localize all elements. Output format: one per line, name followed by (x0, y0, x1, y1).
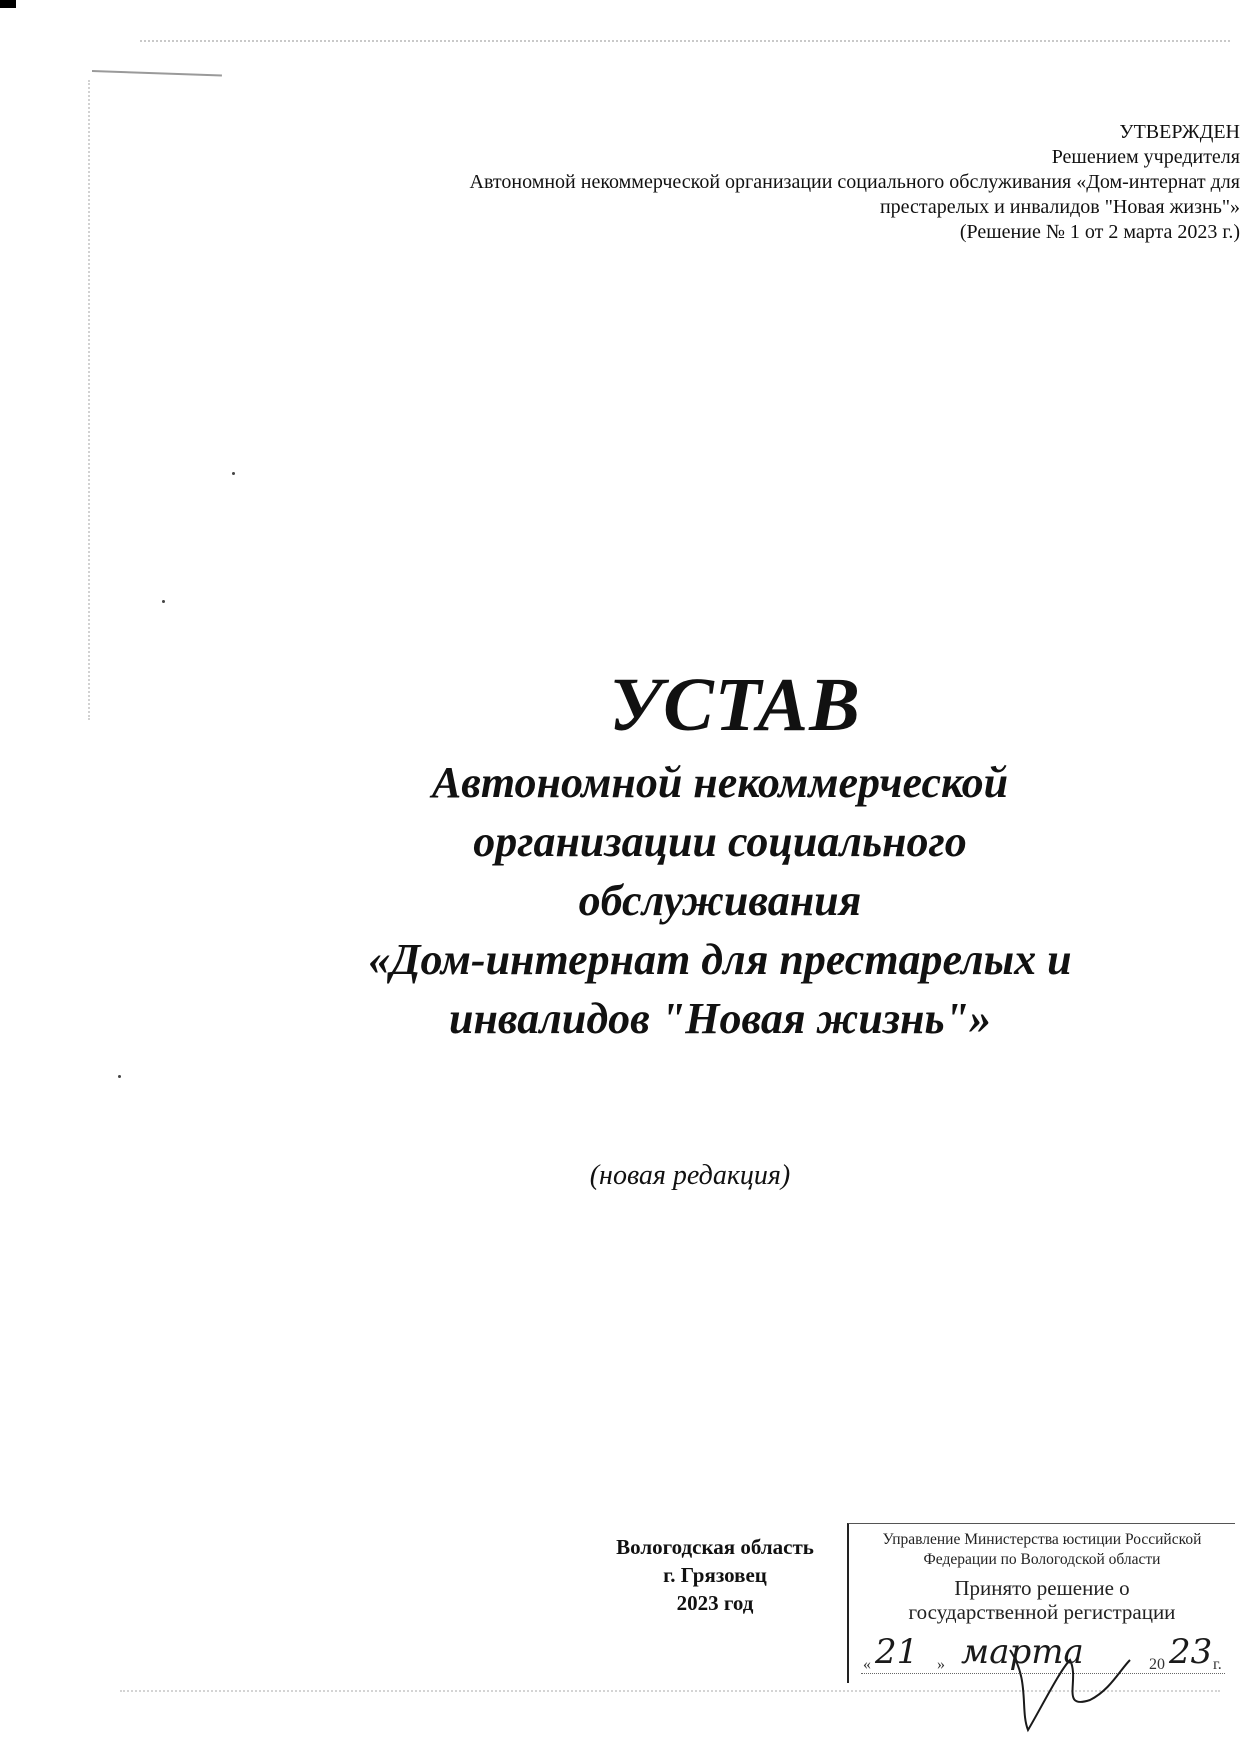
date-year-mark: г. (1213, 1656, 1222, 1673)
approval-reference: (Решение № 1 от 2 марта 2023 г.) (959, 221, 1240, 243)
scan-line (92, 70, 222, 77)
org-name-line: «Дом-интернат для престарелых и (368, 935, 1072, 984)
scan-speck (118, 1075, 121, 1078)
scan-speck (162, 600, 165, 603)
stamp-note (849, 1576, 1235, 1624)
place-year: 2023 год (676, 1591, 754, 1615)
date-month-handwritten: марта (961, 1632, 1084, 1672)
approval-decision: Решением учредителя (1051, 146, 1240, 168)
approval-block (210, 120, 1240, 245)
approval-heading: УТВЕРЖДЕН (1119, 121, 1240, 143)
place-city: г. Грязовец (663, 1563, 767, 1587)
org-name-line: организации социального (473, 817, 967, 866)
date-open-quote: « (863, 1656, 871, 1673)
date-year-prefix: 20 (1149, 1656, 1165, 1673)
document-title: УСТАВ (609, 663, 861, 747)
place-block (580, 1533, 850, 1617)
scan-corner-mark (0, 0, 16, 8)
place-region: Вологодская область (616, 1535, 814, 1559)
org-name-line: Автономной некоммерческой (431, 758, 1009, 807)
date-close-quote: » (937, 1656, 945, 1673)
title-block (220, 665, 1220, 1048)
scan-edge-left (88, 80, 90, 720)
stamp-office (849, 1530, 1235, 1570)
org-name-line: обслуживания (578, 876, 862, 925)
signature-scribble (1000, 1640, 1140, 1740)
org-name-line: инвалидов "Новая жизнь"» (449, 994, 991, 1043)
stamp-note-line: государственной регистрации (908, 1600, 1176, 1624)
date-day-handwritten: 21 (875, 1632, 919, 1672)
scan-edge-top (140, 40, 1230, 42)
date-year-handwritten: 23 (1169, 1632, 1213, 1672)
approval-org-line: Автономной некоммерческой организации социального обслуживания «Дом-интернат для (469, 171, 1240, 193)
edition-note: (новая редакция) (589, 1160, 791, 1191)
stamp-note-line: Принято решение о (954, 1576, 1130, 1600)
stamp-office-line: Управление Министерства юстиции Российской (882, 1531, 1202, 1548)
stamp-office-line: Федерации по Вологодской области (923, 1551, 1161, 1568)
scan-speck (232, 472, 235, 475)
approval-org-line: престарелых и инвалидов "Новая жизнь"» (879, 196, 1240, 218)
